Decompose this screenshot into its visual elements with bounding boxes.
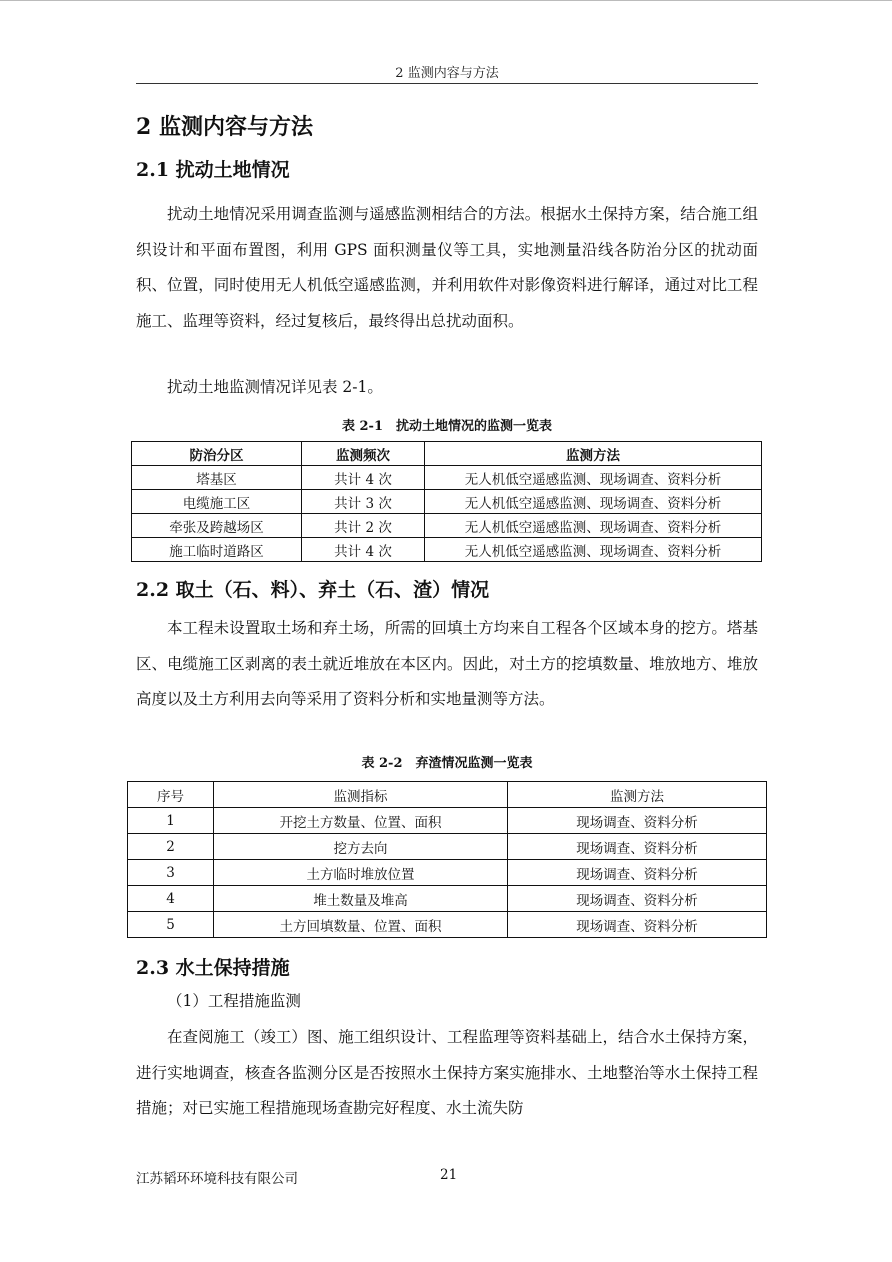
table-cell: 共计 4 次 (302, 466, 425, 490)
table-cell: 电缆施工区 (132, 490, 302, 514)
table-row (128, 860, 767, 886)
section-2-1-heading: 2.1 扰动土地情况 (136, 159, 290, 181)
table-header-row (128, 782, 767, 808)
footer-company: 江苏韬环环境科技有限公司 (136, 1171, 298, 1187)
table-2-1-caption: 表 2-1 扰动土地情况的监测一览表 (341, 419, 552, 434)
table-cell: 土方回填数量、位置、面积 (214, 912, 508, 938)
table-cell: 开挖土方数量、位置、面积 (214, 808, 508, 834)
table-row (128, 808, 767, 834)
table-row (132, 466, 762, 490)
table-cell: 现场调查、资料分析 (508, 834, 767, 860)
table-cell: 共计 2 次 (302, 514, 425, 538)
table-2-2-caption: 表 2-2 弃渣情况监测一览表 (361, 756, 533, 771)
table-row (132, 490, 762, 514)
table-row (128, 886, 767, 912)
table-cell: 3 (128, 860, 214, 886)
table-cell: 现场调查、资料分析 (508, 808, 767, 834)
table-cell: 无人机低空遥感监测、现场调查、资料分析 (425, 538, 762, 562)
table-cell: 4 (128, 886, 214, 912)
table-cell: 共计 4 次 (302, 538, 425, 562)
table-cell: 无人机低空遥感监测、现场调查、资料分析 (425, 490, 762, 514)
table-header-cell: 监测指标 (214, 782, 508, 808)
table-cell: 2 (128, 834, 214, 860)
table-cell: 施工临时道路区 (132, 538, 302, 562)
table-cell: 现场调查、资料分析 (508, 860, 767, 886)
section-2-3-subheading: （1）工程措施监测 (167, 992, 301, 1010)
table-cell: 土方临时堆放位置 (214, 860, 508, 886)
top-border (0, 0, 892, 1)
table-header-cell: 监测频次 (302, 442, 425, 466)
table-header-cell: 序号 (128, 782, 214, 808)
chapter-heading: 2 监测内容与方法 (136, 114, 313, 140)
section-2-2-heading: 2.2 取土（石、料）、弃土（石、渣）情况 (136, 579, 490, 601)
table-header-cell: 监测方法 (508, 782, 767, 808)
table-cell: 堆土数量及堆高 (214, 886, 508, 912)
table-cell: 5 (128, 912, 214, 938)
table-cell: 1 (128, 808, 214, 834)
table-cell: 无人机低空遥感监测、现场调查、资料分析 (425, 466, 762, 490)
section-2-1-paragraph: 扰动土地情况采用调查监测与遥感监测相结合的方法。根据水土保持方案，结合施工组织设计和平面布置图，利用 GPS 面积测量仪等工具，实地测量沿线各防治分区的扰动面积、位置，同时使用无人机低空遥感监测，并利用软件对影像资料进行解译，通过对比工程施工、监理等资料，经过复核后，最终得出总扰动面积。 (136, 205, 758, 331)
table-cell: 塔基区 (132, 466, 302, 490)
table-2-1 (131, 441, 762, 562)
table-header-cell: 防治分区 (132, 442, 302, 466)
footer-page-number: 21 (440, 1167, 458, 1183)
running-header: 2 监测内容与方法 (395, 66, 499, 81)
table-header-row (132, 442, 762, 466)
table-cell: 现场调查、资料分析 (508, 912, 767, 938)
table-header-cell: 监测方法 (425, 442, 762, 466)
table-cell: 共计 3 次 (302, 490, 425, 514)
section-2-3-paragraph: 在查阅施工（竣工）图、施工组织设计、工程监理等资料基础上，结合水土保持方案，进行实地调查，核查各监测分区是否按照水土保持方案实施排水、土地整治等水土保持工程措施；对已实施工程措施现场查勘完好程度、水土流失防 (136, 1028, 758, 1118)
header-rule (136, 83, 758, 84)
table-cell: 挖方去向 (214, 834, 508, 860)
table-row (128, 834, 767, 860)
table-row (128, 912, 767, 938)
table-2-2 (127, 781, 767, 938)
section-2-2-paragraph: 本工程未设置取土场和弃土场，所需的回填土方均来自工程各个区域本身的挖方。塔基区、电缆施工区剥离的表土就近堆放在本区内。因此，对土方的挖填数量、堆放地方、堆放高度以及土方利用去向等采用了资料分析和实地量测等方法。 (136, 619, 758, 709)
table-cell: 无人机低空遥感监测、现场调查、资料分析 (425, 514, 762, 538)
table-cell: 牵张及跨越场区 (132, 514, 302, 538)
table-cell: 现场调查、资料分析 (508, 886, 767, 912)
table-row (132, 538, 762, 562)
section-2-1-table-reference: 扰动土地监测情况详见表 2-1。 (167, 378, 383, 396)
section-2-3-heading: 2.3 水土保持措施 (136, 957, 290, 979)
table-row (132, 514, 762, 538)
